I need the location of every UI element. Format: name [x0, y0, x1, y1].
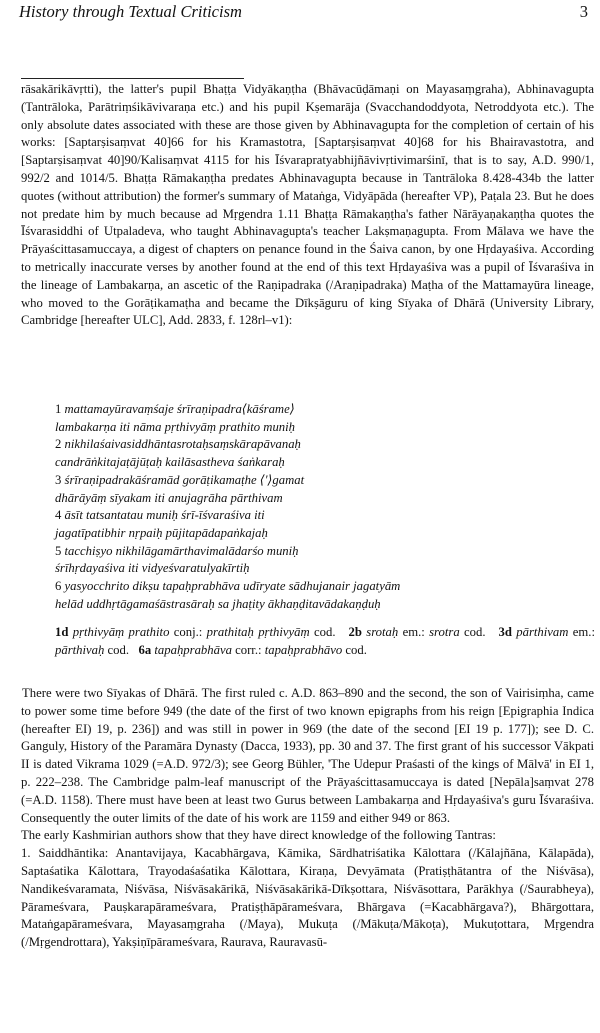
apparatus-sigil: em.:	[568, 625, 595, 639]
apparatus-reading: pārthivaḥ	[55, 642, 105, 657]
verse-text: candrāṅkitajaṭājūṭaḥ kailāsastheva śaṅkaraḥ	[55, 455, 285, 470]
verse-text: nikhilaśaivasiddhāntasrotaḥsaṃskārapāvanaḥ	[64, 437, 301, 452]
verse-number: 1	[55, 402, 65, 416]
verse-text: dhārāyāṃ sīyakam iti anujagrāha pārthivam	[55, 490, 283, 505]
footnote-text: rāsakārikāvṛtti), the latter's pupil Bhaṭṭa Vidyākaṇṭha (Bhāvacūḍāmaṇi on Mayasaṃgraha), Abhinavagupta (Tantrāloka, Parātriṃśikāvivaraṇa etc.) and his pupil Kṣemarāja (Svacchandoddyota, Netroddyota etc.). The only absolute dates associated with these are those given by Abhinavagupta for the completion of certain of his works: [Saptarṣisaṃvat 40]66 for his Kramastotra, [Saptarṣisaṃvat 40]68 for his Bhairavastotra, and [Saptarṣisaṃvat 40]90/Kalisaṃvat 4115 for his Īśvarapratyabhijñāvivṛtivimarśinī, that is to say, A.D. 990/1, 992/2 and 1014/5. Bhaṭṭa Rāmakaṇṭha predates Abhinavagupta because in Tantrāloka 8.428-434b the latter quotes (without attribution) the former's summary of Mataṅga, Vidyāpāda (hereafter VP), Paṭala 23. But he does not predate him by much because ad Mṛgendra 1.11 Bhaṭṭa Rāmakaṇṭha's father Nārāyaṇakaṇṭha quotes the Īśvarasiddhi of Utpaladeva, who taught Abhinavagupta's teacher Lakṣmaṇagupta. From Mālava we have the Prāyaścittasamuccaya, a digest of chapters on penance found in the Śaiva canon, by one Hṛdayaśiva. According to metrically inaccurate verses by another found at the end of this text Hṛdayaśiva was a pupil of Īśvaraśiva in the lineage of Lambakarṇa, an ascetic of the Raṇipadraka (/Araṇipadraka) Maṭha of the Mattamayūra lineage, who moved to the Gorāṭikamaṭha and became the Dīkṣāguru of king Sīyaka of Dhārā (University Library, Cambridge [hereafter ULC], Add. 2833, f. 128rl–v1):	[21, 82, 594, 328]
verse-text: lambakarṇa iti nāma pṛthivyāṃ prathito muniḥ	[55, 419, 295, 434]
verse-line	[55, 507, 595, 525]
verse-block	[55, 401, 595, 613]
apparatus-lemma: pṛthivyāṃ prathito	[72, 625, 170, 639]
verse-line	[55, 543, 595, 561]
apparatus-lemma: tapaḥprabhāva	[154, 642, 232, 657]
apparatus-ref: 2b	[348, 625, 362, 639]
verse-text: yasyocchrito dikṣu tapaḥprabhāva udīryate sādhujanair jagatyām	[64, 579, 401, 594]
apparatus-reading: tapaḥprabhāvo	[264, 642, 343, 657]
critical-apparatus	[55, 624, 595, 659]
page-number: 3	[579, 2, 588, 21]
verse-line	[55, 436, 595, 454]
footnote-rule	[21, 78, 244, 79]
apparatus-lemma: pārthivam	[516, 625, 569, 639]
running-title: History through Textual Criticism	[19, 2, 242, 21]
apparatus-ref: 3d	[498, 625, 512, 639]
verse-number: 6	[55, 579, 65, 594]
verse-text: tacchiṣyo nikhilāgamārthavimalādarśo muniḥ	[64, 543, 299, 558]
verse-line	[55, 578, 595, 596]
verse-line	[55, 419, 595, 437]
verse-number: 2	[55, 437, 65, 452]
apparatus-sigil: em.:	[398, 625, 430, 639]
apparatus-lemma: srotaḥ	[366, 625, 399, 639]
verse-text: āsīt tatsantatau muniḥ śrī-īśvaraśiva iti	[64, 508, 265, 523]
apparatus-source: cod.	[309, 625, 336, 639]
verse-line	[55, 454, 595, 472]
apparatus-reading: srotra	[429, 625, 460, 639]
verse-text: mattamayūravaṃśaje śrīraṇipadra⟨kāśrame⟩	[64, 402, 295, 416]
verse-text: śrīhṛdayaśiva iti vidyeśvaratulyakīrtiḥ	[55, 561, 250, 576]
paragraph-tantras-intro: The early Kashmirian authors show that they have direct knowledge of the following Tantras:	[21, 828, 496, 843]
main-text	[21, 685, 594, 952]
verse-line	[55, 525, 595, 543]
verse-number: 4	[55, 508, 65, 523]
verse-line	[55, 596, 595, 614]
running-header	[19, 2, 588, 26]
verse-line	[55, 490, 595, 508]
verse-text: helād uddhṛtāgamaśāstrasāraḥ sa jhaṭity ākhaṇḍitavādakaṇḍuḥ	[55, 596, 381, 611]
verse-line	[55, 401, 595, 419]
verse-number: 3	[55, 472, 65, 487]
apparatus-ref: 6a	[138, 642, 152, 657]
apparatus-sigil: corr.:	[231, 642, 265, 657]
verse-text: jagatīpatibhir nṛpaiḥ pūjitapādapaṅkajaḥ	[55, 525, 268, 540]
apparatus-source: cod.	[342, 642, 367, 657]
verse-line	[55, 472, 595, 490]
apparatus-reading: prathitaḥ pṛthivyāṃ	[206, 625, 310, 639]
apparatus-ref: 1d	[55, 625, 69, 639]
apparatus-sigil: conj.:	[169, 625, 207, 639]
apparatus-source: cod.	[104, 642, 130, 657]
apparatus-source: cod.	[459, 625, 486, 639]
verse-text: śrīraṇipadrakāśramād gorāṭikamaṭhe ⟨'⟩gamat	[64, 472, 305, 487]
paragraph-siyakas: There were two Sīyakas of Dhārā. The first ruled c. A.D. 863–890 and the second, the son of Vairisiṃha, came to power some time before 949 (the date of the first of two known epigraphs from his reign [Epigraphia Indica (hereafter EI) 19, p. 236]) and was still in power in 969 (the date of the second [EI 19 p. 177]); see D. C. Ganguly, History of the Paramāra Dynasty (Dacca, 1933), pp. 30 and 37. The first grant of his successor Vākpati II is dated Vikrama 1029 (=A.D. 972/3); see Georg Bühler, 'The Udepur Praśasti of the kings of Mālvā' in EI 1, p. 222–238. The Cambridge palm-leaf manuscript of the Prāyaścittasamuccaya is dated [Nepāla]saṃvat 278 (=A.D. 1158). There must have been at least two Gurus between Lambakarṇa and Hṛdayaśiva's guru Īśvaraśiva. Consequently the outer limits of the date of his work are 1159 and either 949 or 863.	[21, 686, 594, 825]
verse-line	[55, 560, 595, 578]
tantra-list-saiddhantika: 1. Saiddhāntika: Anantavijaya, Kacabhārgava, Kāmika, Sārdhatriśatika Kālottara (/Kālajñāna, Kālapāda), Saptaśatika Kālottara, Trayodaśaśatika Kālottara, Kiraṇa, Devyāmata (Pratiṣṭhātantra of the Niśvāsa), Nandikeśvaramata, Niśvāsa, Niśvāsakārikā, Niśvāsakārikā-Dīkṣottara, Niśvāsottara, Parākhya (/Saurabheya), Pārameśvara, Pauṣkarapārameśvara, Pratiṣṭhāpārameśvara, Bhārgava (=Kacabhārgava?), Bhārgottara, Mataṅgapārameśvara, Mayasaṃgraha (/Maya), Mukuṭa (/Mākuṭa/Mākoṭa), Mukuṭottara, Mṛgendra (/Mṛgendrottara), Yakṣiṇīpārameśvara, Raurava, Rauravasū-	[21, 846, 594, 950]
verse-number: 5	[55, 543, 65, 558]
